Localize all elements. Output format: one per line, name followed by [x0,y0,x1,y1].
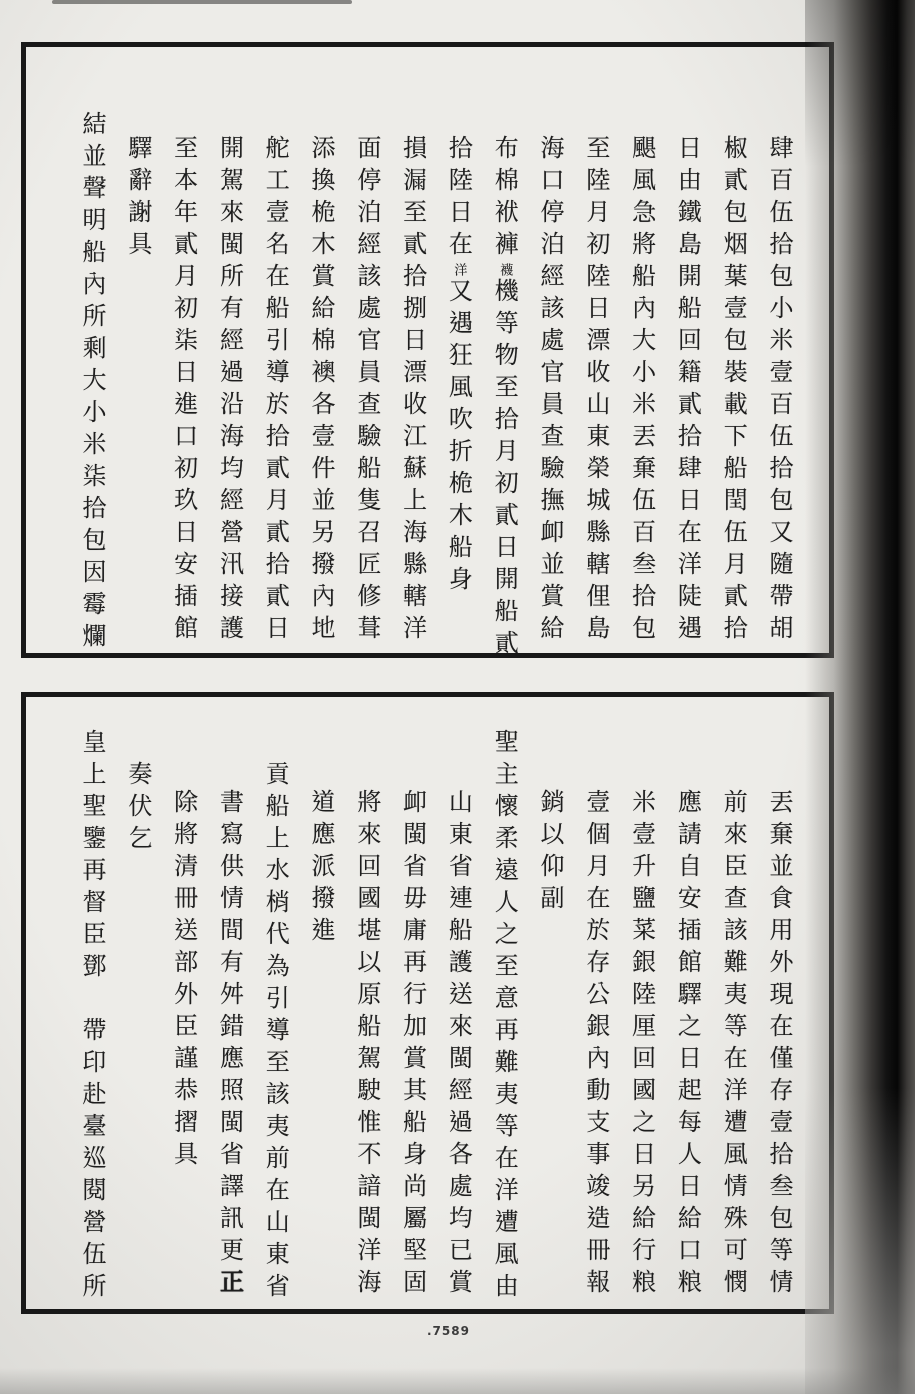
text-column: 應請自安插館驛之日起每人日給口粮 [673,789,702,1301]
text-column: 日由鐵島開船回籍貳拾肆日在洋陡遇 [673,135,702,647]
book-spine-gutter [805,0,915,1394]
text-column: 舵工壹名在船引導於拾貳月貳拾貳日 [261,135,290,647]
text-segment: 機等物至拾月初貳日開船貳 [490,278,519,662]
text-column: 椒貳包烟葉壹包裝載下船閏伍月貳拾 [719,135,748,647]
text-column: 將來回國堪以原船駕駛惟不諳閩洋海 [352,789,381,1301]
text-column [444,47,473,653]
inserted-correction-char: 襪 [497,263,513,278]
text-column: 銷以仰副 [536,789,565,917]
text-column: 山東省連船護送來閩經過各處均已賞 [444,789,473,1301]
top-text-columns [26,47,829,662]
text-column: 至本年貳月初柒日進口初玖日安插館 [169,135,198,647]
inserted-correction-char: 洋 [451,263,467,278]
text-column: 除將清冊送部外臣謹恭摺具 [169,789,198,1173]
text-column [215,697,244,1309]
bottom-text-block [21,692,834,1314]
text-column-honorific: 皇上聖鑒再督臣鄧 帶印赴臺巡閱營伍所 [78,729,107,1305]
text-column: 至陸月初陸日漂收山東榮城縣轄俚島 [581,135,610,647]
text-column: 道應派撥進 [307,789,336,949]
text-segment: 拾陸日在 [444,135,473,263]
text-column: 颶風急將船內大小米丟棄伍百叁拾包 [627,135,656,647]
text-column: 面停泊經該處官員查驗船隻召匠修葺 [352,135,381,647]
text-segment: 又遇狂風吹折桅木船身 [444,278,473,598]
text-column: 卹閩省毋庸再行加賞其船身尚屬堅固 [398,789,427,1301]
text-column: 肆百伍拾包小米壹百伍拾包又隨帶胡 [765,135,793,647]
scan-smudge [52,0,352,4]
text-segment: 布棉袱褲 [490,135,519,263]
text-column: 驛辭謝具 [123,135,152,263]
text-column: 結並聲明船內所剩大小米柒拾包因霉爛 [78,111,107,655]
bottom-text-columns [26,697,829,1309]
page-number: .7589 [427,1324,470,1338]
bold-correction-char: 正 [215,1269,244,1301]
text-column: 開駕來閩所有經過沿海均經營汛接護 [215,135,244,647]
text-column: 海口停泊經該處官員查驗撫卹並賞給 [536,135,565,647]
text-column: 米壹升鹽菜銀陸厘回國之日另給行粮 [627,789,656,1301]
top-text-block [21,42,834,662]
text-column: 損漏至貳拾捌日漂收江蘇上海縣轄洋 [398,135,427,647]
text-column: 添換桅木賞給棉襖各壹件並另撥內地 [307,135,336,647]
text-column: 壹個月在於存公銀內動支事竣造冊報 [581,789,610,1301]
text-column [489,47,519,662]
text-column-honorific: 貢船上水梢代為引導至該夷前在山東省 [261,761,290,1305]
text-column: 丟棄並食用外現在僅存壹拾叁包等情 [765,789,793,1301]
text-column: 前來臣查該難夷等在洋遭風情殊可憫 [719,789,748,1301]
text-segment: 書寫供情間有舛錯應照閩省譯訊更 [215,789,244,1269]
text-column-honorific: 奏伏乞 [123,761,152,857]
text-column-honorific: 聖主懷柔遠人之至意再難夷等在洋遭風由 [490,729,519,1305]
page-bottom-edge-shadow [0,1368,915,1394]
